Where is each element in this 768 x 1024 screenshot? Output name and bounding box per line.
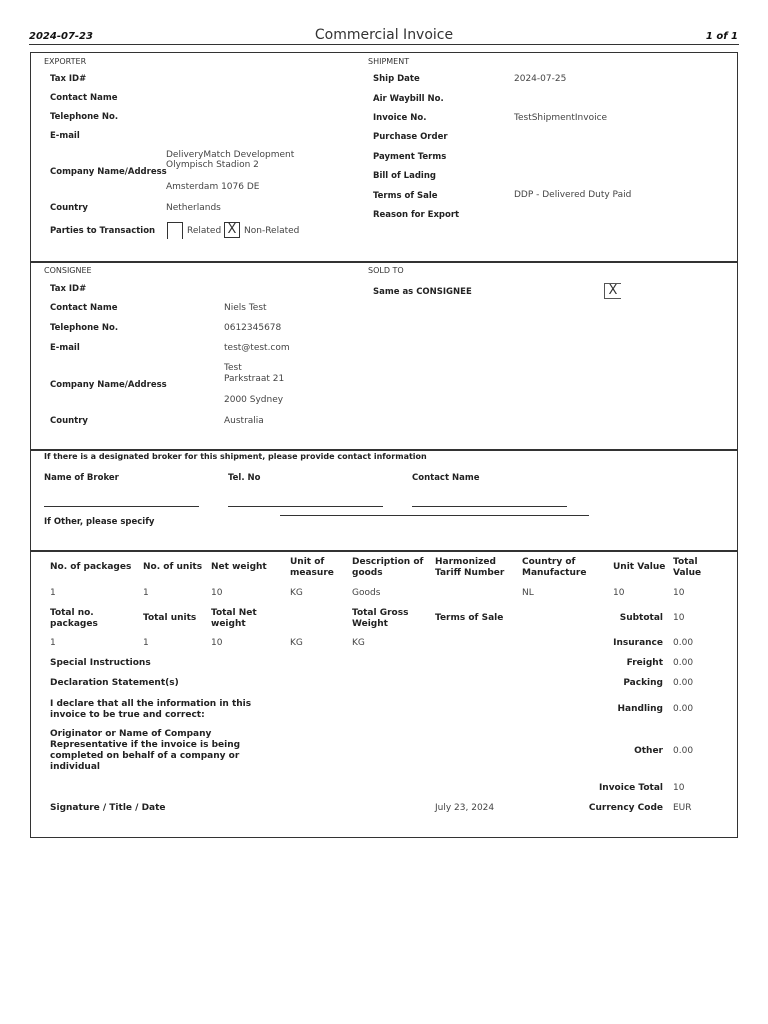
header-divider — [29, 44, 739, 45]
signature-label: Signature / Title / Date — [50, 803, 166, 813]
nonrelated-label: Non-Related — [244, 226, 300, 236]
related-label: Related — [187, 226, 222, 236]
nonrelated-checkbox[interactable]: X — [224, 222, 240, 238]
consignee-section-title: CONSIGNEE — [44, 266, 92, 275]
invoice-total-value: 10 — [673, 783, 685, 793]
handling-label: Handling — [617, 704, 663, 714]
consignee-tax-id-label: Tax ID# — [50, 284, 87, 294]
exporter-company-label: Company Name/Address — [50, 167, 167, 177]
freight-value: 0.00 — [673, 658, 694, 668]
broker-intro: If there is a designated broker for this shipment, please provide contact information — [44, 452, 427, 461]
same-as-consignee-label: Same as CONSIGNEE — [373, 287, 472, 297]
freight-label: Freight — [626, 658, 663, 668]
consignee-contact-label: Contact Name — [50, 303, 118, 313]
row-packages: 1 — [50, 588, 56, 598]
consignee-company-label: Company Name/Address — [50, 380, 167, 390]
ship-date-value: 2024-07-25 — [514, 74, 567, 84]
total-net-weight-header: Total Net weight — [211, 608, 257, 629]
consignee-address-street: Parkstraat 21 — [224, 374, 285, 384]
other-value: 0.00 — [673, 746, 694, 756]
insurance-label: Insurance — [613, 638, 663, 648]
subtotal-label: Subtotal — [619, 613, 663, 623]
other-label: Other — [634, 746, 663, 756]
col-units-header: No. of units — [143, 562, 203, 572]
page-number: 1 of 1 — [705, 31, 738, 42]
col-desc-header: Description of goods — [352, 557, 424, 578]
col-packages-header: No. of packages — [50, 562, 132, 572]
shipment-section-title: SHIPMENT — [368, 57, 410, 66]
total-gross-weight-value: KG — [352, 638, 365, 648]
exporter-company-name: DeliveryMatch Development — [166, 150, 295, 160]
invoice-date: 2024-07-23 — [29, 31, 93, 42]
parties-label: Parties to Transaction — [50, 226, 156, 236]
currency-code-value: EUR — [673, 803, 692, 813]
same-as-consignee-checkbox[interactable]: X — [604, 283, 621, 299]
total-units-value: 1 — [143, 638, 149, 648]
consignee-email-value: test@test.com — [224, 343, 290, 353]
broker-tel-line[interactable] — [228, 506, 383, 507]
exporter-phone-label: Telephone No. — [50, 112, 119, 122]
broker-name-line[interactable] — [44, 506, 199, 507]
consignee-email-label: E-mail — [50, 343, 80, 353]
row-country-of-manufacture: NL — [522, 588, 534, 598]
broker-contact-label: Contact Name — [412, 473, 480, 483]
declaration-text: I declare that all the information in this invoice to be true and correct: — [50, 699, 252, 720]
consignee-company-name: Test — [224, 363, 242, 373]
col-net-weight-header: Net weight — [211, 562, 267, 572]
terms-of-sale-label: Terms of Sale — [373, 191, 438, 201]
total-gross-weight-header: Total Gross Weight — [352, 608, 409, 629]
packing-value: 0.00 — [673, 678, 694, 688]
originator-text: Originator or Name of Company Representative if the invoice is being completed on behalf of a company or individual — [50, 729, 241, 772]
broker-name-label: Name of Broker — [44, 473, 119, 483]
special-instructions-label: Special Instructions — [50, 658, 151, 668]
exporter-address-street: Olympisch Stadion 2 — [166, 160, 259, 170]
row-uom: KG — [290, 588, 303, 598]
col-coo-header: Country of Manufacture — [522, 557, 587, 578]
exporter-country-label: Country — [50, 203, 88, 213]
row-description: Goods — [352, 588, 381, 598]
handling-value: 0.00 — [673, 704, 694, 714]
divider-consignee-broker — [30, 449, 738, 451]
invoice-no-value: TestShipmentInvoice — [514, 113, 608, 123]
exporter-country-value: Netherlands — [166, 203, 221, 213]
exporter-email-label: E-mail — [50, 131, 80, 141]
broker-other-line[interactable] — [280, 515, 589, 516]
consignee-country-value: Australia — [224, 416, 264, 426]
exporter-contact-label: Contact Name — [50, 93, 118, 103]
consignee-country-label: Country — [50, 416, 88, 426]
consignee-contact-value: Niels Test — [224, 303, 267, 313]
payment-terms-label: Payment Terms — [373, 152, 447, 162]
awb-label: Air Waybill No. — [373, 94, 444, 104]
col-hts-header: Harmonized Tariff Number — [435, 557, 505, 578]
soldto-section-title: SOLD TO — [368, 266, 404, 275]
col-unit-value-header: Unit Value — [613, 562, 666, 572]
total-uom-value: KG — [290, 638, 303, 648]
page-title: Commercial Invoice — [314, 27, 454, 43]
total-packages-value: 1 — [50, 638, 56, 648]
broker-tel-label: Tel. No — [228, 473, 261, 483]
row-units: 1 — [143, 588, 149, 598]
row-unit-value: 10 — [613, 588, 625, 598]
total-packages-header: Total no. packages — [50, 608, 98, 629]
total-units-header: Total units — [143, 613, 197, 623]
broker-other-label: If Other, please specify — [44, 517, 155, 527]
terms-of-sale-value: DDP - Delivered Duty Paid — [514, 190, 632, 200]
currency-code-label: Currency Code — [588, 803, 663, 813]
declaration-statements-label: Declaration Statement(s) — [50, 678, 179, 688]
row-net-weight: 10 — [211, 588, 223, 598]
row-total-value: 10 — [673, 588, 685, 598]
consignee-phone-value: 0612345678 — [224, 323, 282, 333]
broker-contact-line[interactable] — [412, 506, 567, 507]
insurance-value: 0.00 — [673, 638, 694, 648]
col-uom-header: Unit of measure — [290, 557, 334, 578]
signature-date: July 23, 2024 — [435, 803, 495, 813]
exporter-section-title: EXPORTER — [44, 57, 87, 66]
exporter-address-city: Amsterdam 1076 DE — [166, 182, 260, 192]
total-net-weight-value: 10 — [211, 638, 223, 648]
totals-terms-of-sale-header: Terms of Sale — [435, 613, 504, 623]
po-label: Purchase Order — [373, 132, 448, 142]
related-checkbox[interactable] — [167, 222, 183, 239]
invoice-total-label: Invoice Total — [598, 783, 663, 793]
subtotal-value: 10 — [673, 613, 685, 623]
invoice-no-label: Invoice No. — [373, 113, 427, 123]
exporter-tax-id-label: Tax ID# — [50, 74, 87, 84]
ship-date-label: Ship Date — [373, 74, 420, 84]
divider-exporter-consignee — [30, 261, 738, 263]
bol-label: Bill of Lading — [373, 171, 436, 181]
col-total-value-header: Total Value — [673, 557, 702, 578]
consignee-address-city: 2000 Sydney — [224, 395, 284, 405]
divider-broker-goods — [30, 550, 738, 552]
consignee-phone-label: Telephone No. — [50, 323, 119, 333]
reason-export-label: Reason for Export — [373, 210, 460, 220]
packing-label: Packing — [623, 678, 663, 688]
